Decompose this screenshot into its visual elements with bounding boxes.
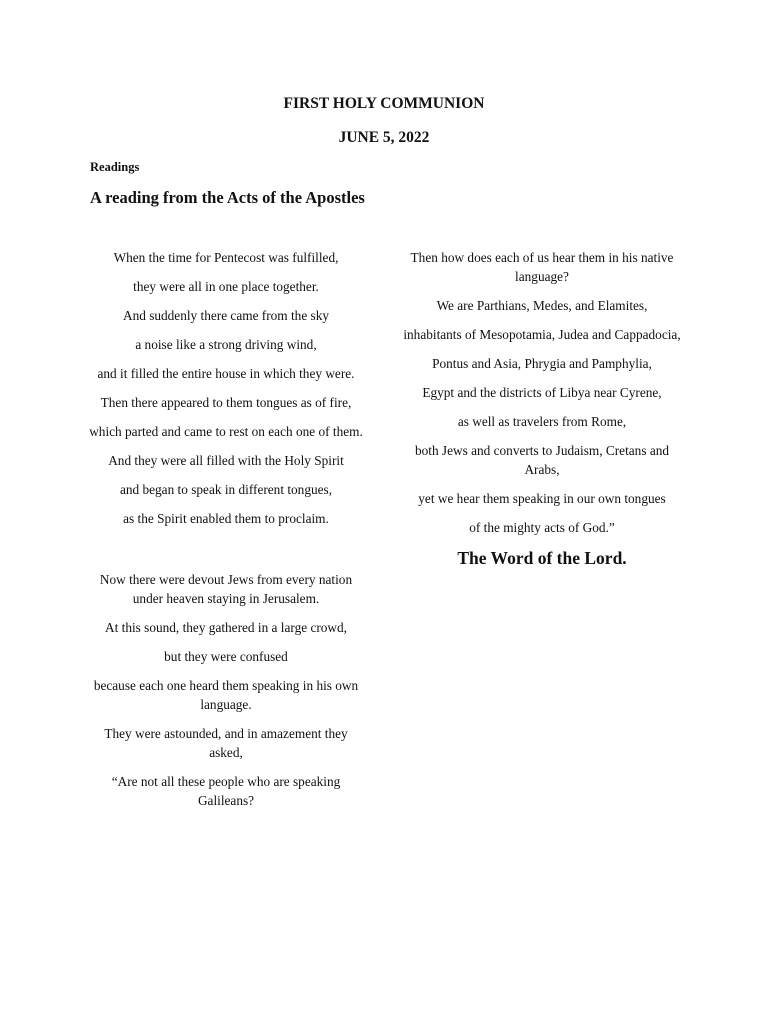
verse-line: When the time for Pentecost was fulfilled, — [113, 250, 339, 265]
stanza-2 — [86, 570, 366, 810]
verse-line: At this sound, they gathered in a large crowd, — [105, 620, 347, 635]
verse-line: We are Parthians, Medes, and Elamites, — [436, 298, 648, 313]
verse-line: they were all in one place together. — [133, 279, 319, 294]
verse-line: because each one heard them speaking in his own language. — [93, 678, 359, 712]
reading-right-column — [402, 248, 682, 569]
verse-line: which parted and came to rest on each one of them. — [89, 424, 363, 439]
stanza-spacer — [86, 538, 366, 570]
verse-line: inhabitants of Mesopotamia, Judea and Cappadocia, — [403, 327, 681, 342]
verse-line: yet we hear them speaking in our own tongues — [418, 491, 666, 506]
verse-line: as the Spirit enabled them to proclaim. — [123, 511, 329, 526]
verse-line: both Jews and converts to Judaism, Cretans and Arabs, — [414, 443, 670, 477]
verse-line: of the mighty acts of God.” — [469, 520, 615, 535]
reading-left-column — [86, 248, 366, 820]
section-label: Readings — [90, 160, 140, 174]
reading-heading: A reading from the Acts of the Apostles — [90, 188, 365, 207]
verse-line: and began to speak in different tongues, — [119, 482, 333, 497]
document-date: JUNE 5, 2022 — [338, 129, 430, 146]
verse-line: They were astounded, and in amazement they asked, — [104, 726, 348, 760]
verse-line: as well as travelers from Rome, — [457, 414, 627, 429]
verse-line: And suddenly there came from the sky — [122, 308, 330, 323]
verse-line: Then there appeared to them tongues as of fire, — [100, 395, 352, 410]
verse-line: And they were all filled with the Holy Spirit — [108, 453, 344, 468]
verse-line: Egypt and the districts of Libya near Cyrene, — [422, 385, 662, 400]
verse-line: Now there were devout Jews from every nation under heaven staying in Jerusalem. — [99, 572, 353, 606]
verse-line: and it filled the entire house in which they were. — [97, 366, 355, 381]
closing-acclamation: The Word of the Lord. — [457, 548, 627, 568]
verse-line: “Are not all these people who are speaking Galileans? — [111, 774, 341, 808]
document-title: FIRST HOLY COMMUNION — [283, 95, 485, 112]
verse-line: but they were confused — [164, 649, 288, 664]
verse-line: Then how does each of us hear them in his native language? — [410, 250, 674, 284]
verse-line: Pontus and Asia, Phrygia and Pamphylia, — [432, 356, 652, 371]
stanza-1 — [86, 248, 366, 528]
verse-line: a noise like a strong driving wind, — [135, 337, 317, 352]
